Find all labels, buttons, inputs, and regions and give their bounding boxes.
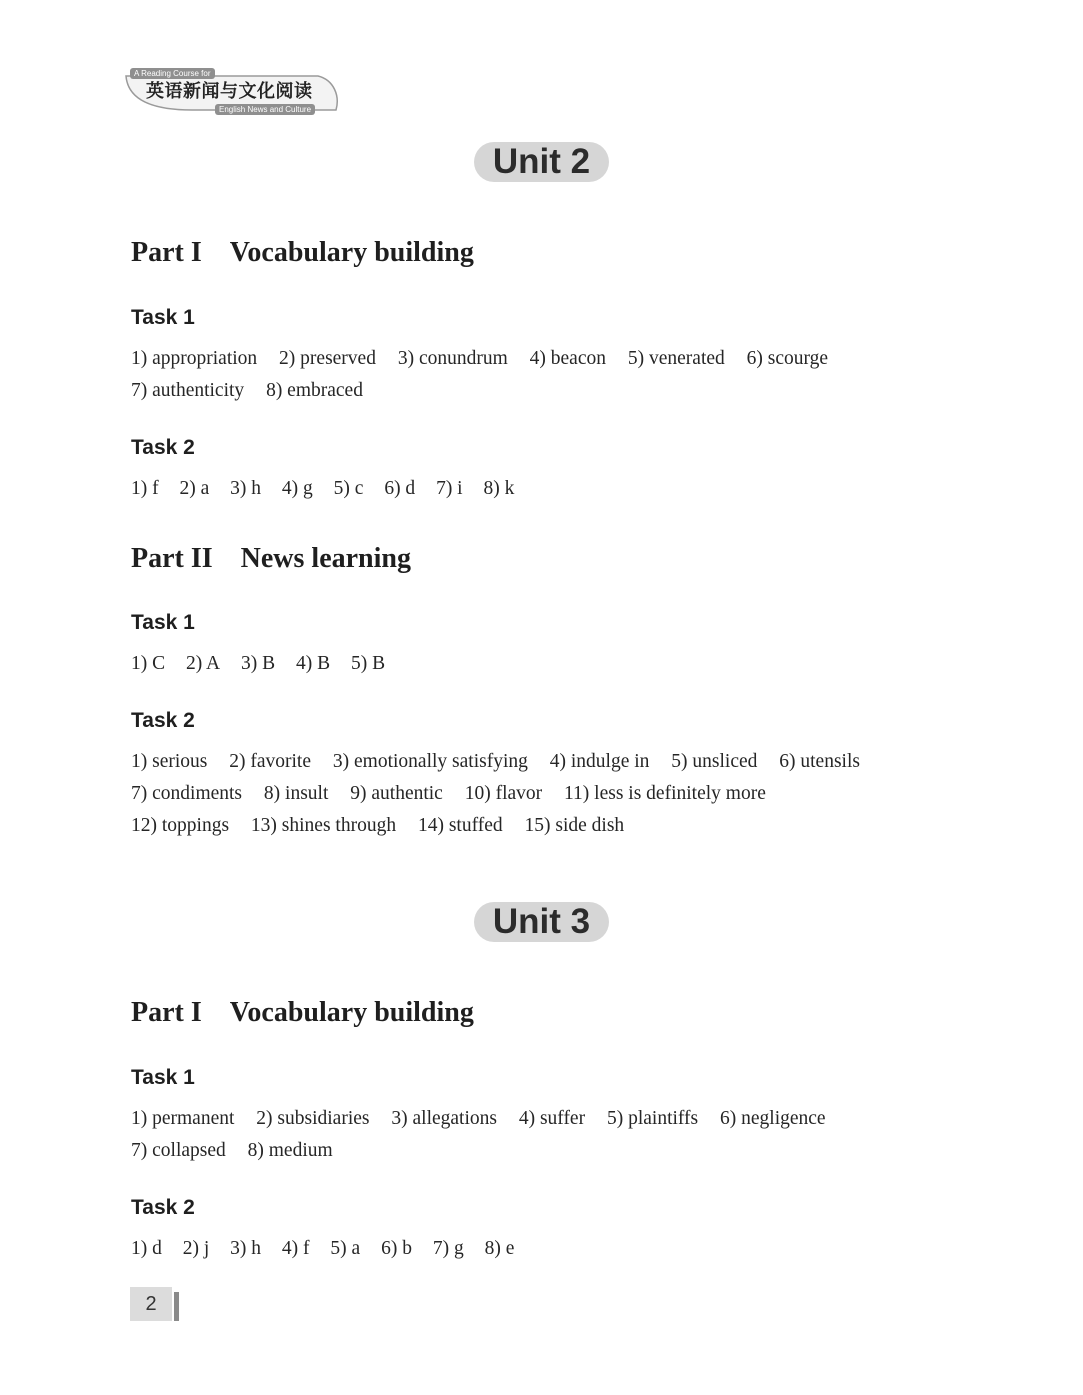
answer-item: 1) C [131,653,166,674]
answer-line [131,746,951,778]
part-label: Part II [131,543,213,574]
part-name: News learning [240,543,411,574]
answer-item: 3) h [230,478,262,499]
answer-item: 6) scourge [746,348,829,369]
answer-item: 7) collapsed [131,1140,226,1161]
task-heading: Task 1 [131,306,195,329]
answer-item: 5) unsliced [671,751,758,772]
task-heading: Task 2 [131,436,195,459]
answer-item: 2) A [186,653,221,674]
answer-list [131,473,951,505]
answer-item: 7) authenticity [131,380,245,401]
answer-line [131,648,951,680]
task-heading: Task 1 [131,1066,195,1089]
answer-item: 1) d [131,1238,162,1259]
answer-item: 1) serious [131,751,208,772]
answer-item: 9) authentic [350,783,443,804]
answer-item: 8) insult [263,783,329,804]
answer-line [131,778,951,810]
answer-item: 11) less is definitely more [564,783,766,804]
answer-item: 14) stuffed [417,815,503,836]
part-heading [131,542,411,576]
task-heading: Task 1 [131,611,195,634]
part-name: Vocabulary building [229,237,474,268]
task-heading: Task 2 [131,709,195,732]
answer-item: 5) a [330,1238,361,1259]
answer-item: 15) side dish [524,815,625,836]
logo-tagline-top: A Reading Course for [130,68,215,79]
answer-item: 4) g [281,478,313,499]
answer-line [131,343,951,375]
answer-item: 8) k [483,478,515,499]
answer-item: 1) f [131,478,159,499]
answer-item: 8) embraced [266,380,363,401]
answer-list [131,1103,951,1167]
answer-item: 3) allegations [391,1108,497,1129]
answer-list [131,343,951,407]
logo-tagline-bottom: English News and Culture [215,104,315,115]
answer-item: 1) appropriation [131,348,258,369]
part-label: Part I [131,997,202,1028]
answer-item: 5) B [351,653,386,674]
answer-item: 3) emotionally satisfying [332,751,528,772]
answer-item: 5) venerated [627,348,725,369]
page-number-bar [174,1292,179,1321]
answer-item: 8) medium [247,1140,333,1161]
answer-item: 2) subsidiaries [256,1108,370,1129]
answer-item: 2) a [179,478,210,499]
answer-item: 7) condiments [131,783,243,804]
answer-item: 12) toppings [131,815,230,836]
task-heading: Task 2 [131,1196,195,1219]
part-heading [131,996,474,1030]
answer-line [131,375,951,407]
answer-item: 3) conundrum [397,348,508,369]
answer-line [131,810,951,842]
answer-line [131,473,951,505]
answer-item: 2) preserved [279,348,376,369]
answer-item: 4) B [296,653,331,674]
unit-title: Unit 2 [474,142,609,182]
answer-item: 3) h [230,1238,262,1259]
answer-item: 6) negligence [720,1108,826,1129]
answer-item: 8) e [484,1238,515,1259]
answer-list [131,746,951,842]
answer-item: 10) flavor [464,783,543,804]
answer-item: 2) favorite [229,751,312,772]
answer-item: 4) beacon [529,348,606,369]
answer-line [131,1103,951,1135]
answer-item: 1) permanent [131,1108,235,1129]
part-heading [131,236,474,270]
page-number: 2 [130,1287,172,1321]
answer-list [131,648,951,680]
answer-item: 6) d [384,478,416,499]
answer-line [131,1135,951,1167]
answer-item: 6) b [381,1238,412,1259]
answer-item: 6) utensils [779,751,860,772]
book-logo [122,66,344,118]
answer-line [131,1233,951,1265]
part-name: Vocabulary building [229,997,474,1028]
answer-item: 4) indulge in [549,751,650,772]
answer-item: 3) B [241,653,276,674]
answer-item: 5) plaintiffs [606,1108,699,1129]
answer-item: 7) i [436,478,463,499]
answer-item: 5) c [333,478,364,499]
unit-title: Unit 3 [474,902,609,942]
answer-list [131,1233,951,1265]
answer-item: 4) suffer [518,1108,586,1129]
answer-item: 7) g [432,1238,464,1259]
part-label: Part I [131,237,202,268]
answer-item: 13) shines through [250,815,397,836]
answer-item: 4) f [281,1238,310,1259]
book-title: 英语新闻与文化阅读 [146,81,313,102]
answer-item: 2) j [182,1238,210,1259]
